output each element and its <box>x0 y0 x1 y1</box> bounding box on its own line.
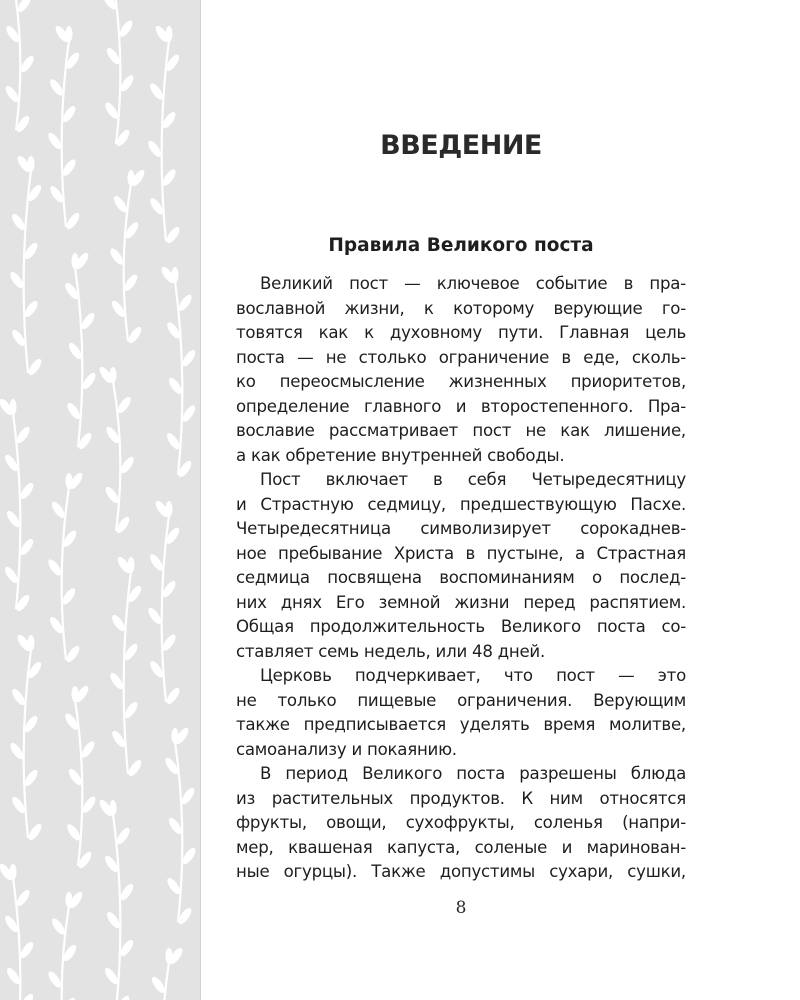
text-line: седмица посвящена воспоминаниям о послед- <box>236 568 686 587</box>
text-line: Пост включает в себя Четыредесятницу <box>260 470 686 489</box>
text-line: вославие рассматривает пост не как лишение, <box>236 421 686 440</box>
text-line: а как обретение внутренней свободы. <box>236 445 565 465</box>
text-line: определение главного и второстепенного. Пра- <box>236 396 686 416</box>
willow-branches-icon <box>0 0 200 1000</box>
text-line: не только пищевые ограничения. Верующим <box>236 690 686 710</box>
text-line: ставляет семь недель, или 48 дней. <box>236 641 545 661</box>
body-text <box>236 272 686 885</box>
text-line: и Страстную седмицу, предшествующую Пасхе. <box>236 494 686 514</box>
text-line: из растительных продуктов. К ним относятся <box>236 788 686 808</box>
text-line: мер, квашеная капуста, соленые и маринован- <box>236 837 686 857</box>
chapter-title: ВВЕДЕНИЕ <box>380 130 542 161</box>
text-line: Четыредесятница символизирует сорокаднев- <box>236 519 686 538</box>
text-line: Церковь подчеркивает, что пост — это <box>260 666 686 685</box>
text-line: Великий пост — ключевое событие в пра- <box>260 274 686 293</box>
text-line: ные огурцы). Также допустимы сухари, сушки, <box>236 862 686 881</box>
text-line: них днях Его земной жизни перед распятием. <box>236 592 686 612</box>
decorative-willow-pattern <box>0 0 200 1000</box>
page-edge-divider <box>200 0 201 1000</box>
text-line: ное пребывание Христа в пустыне, а Страстная <box>236 543 686 563</box>
text-line: также предписывается уделять время молитве, <box>236 715 686 734</box>
text-line: поста — не столько ограничение в еде, сколь- <box>236 347 686 367</box>
text-line: вославной жизни, к которому верующие го- <box>236 298 686 318</box>
section-title: Правила Великого поста <box>328 235 594 256</box>
text-line: В период Великого поста разрешены блюда <box>260 764 686 783</box>
page-number: 8 <box>455 898 467 918</box>
text-line: фрукты, овощи, сухофрукты, соленья (напри- <box>236 813 686 832</box>
text-line: самоанализу и покаянию. <box>236 739 457 759</box>
text-line: товятся как к духовному пути. Главная цель <box>236 323 686 342</box>
text-line: Общая продолжительность Великого поста со- <box>236 617 686 636</box>
text-line: ко переосмысление жизненных приоритетов, <box>236 372 686 391</box>
